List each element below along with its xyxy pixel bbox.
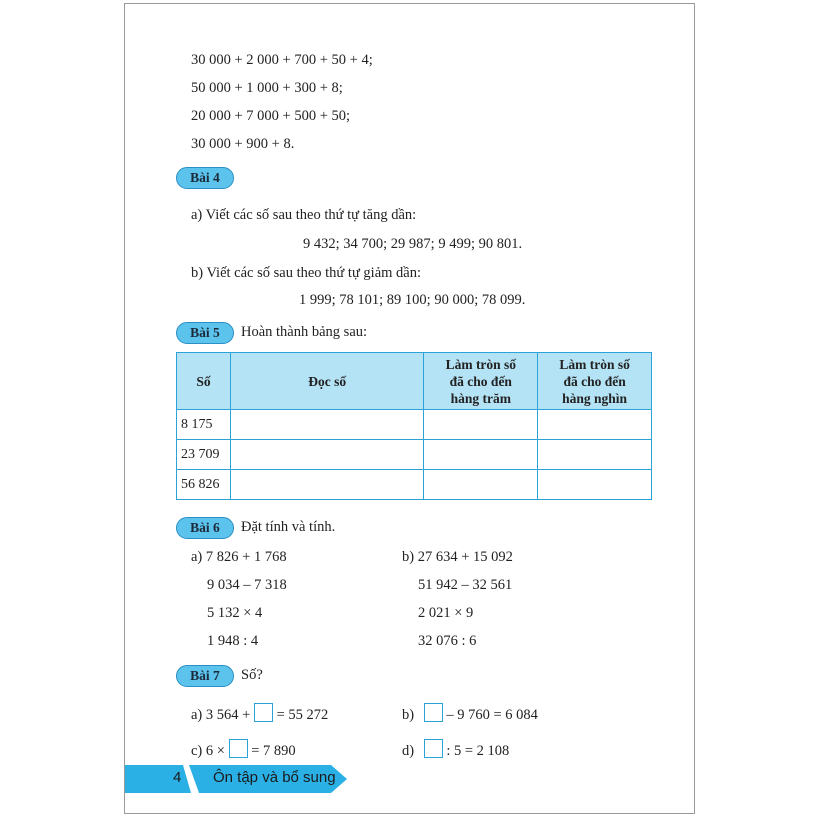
fill-c-suffix: = 7 890 [251,743,296,759]
header-round-hundreds: Làm tròn số đã cho đến hàng trăm [424,353,538,410]
row-number-cell: 8 175 [177,410,231,440]
fill-a-suffix: = 55 272 [276,707,329,723]
fill-a [191,703,328,724]
answer-box-d[interactable] [424,739,443,758]
sum-line-1: 30 000 + 2 000 + 700 + 50 + 4; [191,52,373,68]
table-row [177,410,652,440]
exercise-5-instruction: Hoàn thành bảng sau: [241,324,368,340]
header-doc-so: Đọc số [230,353,424,410]
exercise-4a-text: a) Viết các số sau theo thứ tự tăng dần: [191,207,417,223]
answer-cell[interactable] [424,410,538,440]
answer-box-c[interactable] [229,739,248,758]
answer-box-a[interactable] [254,703,273,722]
calc-a-2: 9 034 – 7 318 [207,577,287,593]
calc-a-1: a) 7 826 + 1 768 [191,549,287,565]
table-row [177,470,652,500]
rounding-table [176,352,652,500]
fill-b-prefix: b) [402,707,415,723]
fill-b-suffix: – 9 760 = 6 084 [446,707,538,723]
table-header-row [177,353,652,410]
footer-band [125,765,347,793]
answer-cell[interactable] [424,470,538,500]
exercise-4b-numbers: 1 999; 78 101; 89 100; 90 000; 78 099. [299,292,526,308]
calc-b-1: b) 27 634 + 15 092 [402,549,513,565]
answer-cell[interactable] [538,470,652,500]
fill-d [402,739,509,760]
fill-d-prefix: d) [402,743,415,759]
fill-c [191,739,296,760]
header-round-thousands: Làm tròn số đã cho đến hàng nghìn [538,353,652,410]
exercise-6-instruction: Đặt tính và tính. [241,519,336,535]
answer-cell[interactable] [424,440,538,470]
exercise-5-badge: Bài 5 [176,322,234,344]
answer-cell[interactable] [538,440,652,470]
calc-b-3: 2 021 × 9 [418,605,474,621]
exercise-7-badge: Bài 7 [176,665,234,687]
header-so: Số [177,353,231,410]
answer-cell[interactable] [230,440,424,470]
fill-a-prefix: a) 3 564 + [191,707,251,723]
answer-cell[interactable] [538,410,652,440]
exercise-6-badge: Bài 6 [176,517,234,539]
sum-line-3: 20 000 + 7 000 + 500 + 50; [191,108,351,124]
table-row [177,440,652,470]
answer-cell[interactable] [230,470,424,500]
chapter-title: Ôn tập và bổ sung [213,769,336,786]
row-number-cell: 23 709 [177,440,231,470]
calc-b-2: 51 942 – 32 561 [418,577,513,593]
textbook-page [124,3,695,814]
exercise-4b-text: b) Viết các số sau theo thứ tự giảm dần: [191,265,422,281]
fill-d-suffix: : 5 = 2 108 [446,743,510,759]
sum-line-2: 50 000 + 1 000 + 300 + 8; [191,80,343,96]
page-number: 4 [173,769,182,786]
row-number-cell: 56 826 [177,470,231,500]
calc-b-4: 32 076 : 6 [418,633,477,649]
exercise-7-instruction: Số? [241,667,263,683]
sum-line-4: 30 000 + 900 + 8. [191,136,295,152]
calc-a-4: 1 948 : 4 [207,633,259,649]
exercise-4-badge: Bài 4 [176,167,234,189]
exercise-4a-numbers: 9 432; 34 700; 29 987; 9 499; 90 801. [303,236,523,252]
answer-box-b[interactable] [424,703,443,722]
fill-c-prefix: c) 6 × [191,743,225,759]
fill-b [402,703,538,724]
calc-a-3: 5 132 × 4 [207,605,263,621]
answer-cell[interactable] [230,410,424,440]
